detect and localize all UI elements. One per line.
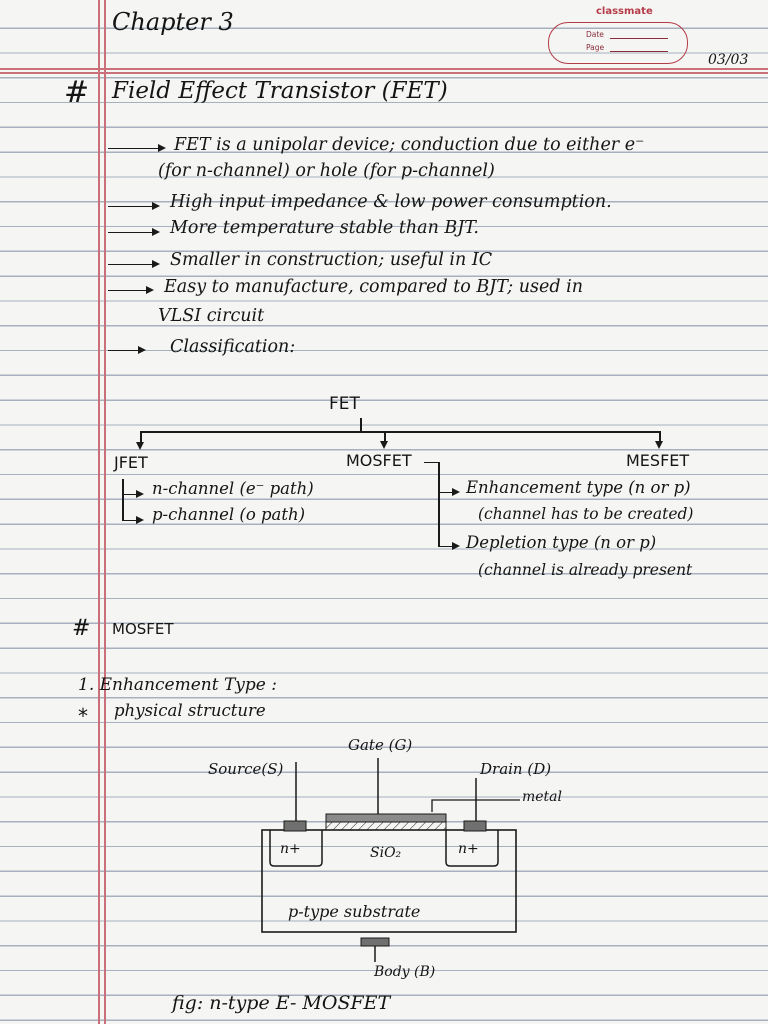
substrate-label: p-type substrate (288, 902, 421, 921)
section-hash: # (64, 75, 90, 110)
fet-point: High input impedance & low power consumption. (170, 192, 612, 212)
physical-structure-label: physical structure (114, 701, 266, 720)
fet-point: More temperature stable than BJT. (170, 218, 479, 238)
page-label: Page (586, 43, 605, 52)
metal-label: metal (522, 789, 563, 805)
tree-mosfet: MOSFET (346, 451, 412, 470)
figure-caption: fig: n-type E- MOSFET (172, 992, 391, 1014)
brand-name: classmate (596, 6, 653, 17)
mosfet-enhancement: Enhancement type (n or p) (466, 478, 691, 497)
oxide-label: SiO₂ (370, 845, 402, 861)
fet-point: Classification: (170, 337, 296, 357)
page-number: 03/03 (708, 52, 749, 68)
fet-point: VLSI circuit (158, 306, 265, 326)
tree-root-fet: FET (329, 394, 360, 414)
fet-point: (for n-channel) or hole (for p-channel) (158, 161, 495, 181)
drain-label: Drain (D) (480, 760, 552, 778)
mosfet-depletion: Depletion type (n or p) (466, 533, 657, 552)
fet-heading: Field Effect Transistor (FET) (112, 78, 448, 104)
tree-jfet: JFET (114, 453, 148, 472)
jfet-p-channel: p-channel (o path) (152, 505, 306, 524)
fet-point: FET is a unipolar device; conduction due to either e⁻ (174, 135, 645, 155)
n-plus-left: n+ (280, 841, 301, 857)
star-bullet: * (78, 704, 88, 728)
enhancement-type-item: 1. Enhancement Type : (78, 675, 277, 695)
n-plus-right: n+ (458, 841, 479, 857)
chapter-title: Chapter 3 (112, 8, 234, 36)
source-label: Source(S) (208, 760, 284, 778)
fet-point: Smaller in construction; useful in IC (170, 250, 493, 270)
mosfet-depletion-note: (channel is already present (478, 561, 693, 579)
date-label: Date (586, 30, 604, 39)
tree-mesfet: MESFET (626, 451, 690, 470)
jfet-n-channel: n-channel (e⁻ path) (152, 479, 314, 498)
mosfet-enhancement-note: (channel has to be created) (478, 505, 694, 523)
gate-label: Gate (G) (348, 736, 413, 754)
fet-point: Easy to manufacture, compared to BJT; used in (164, 277, 584, 297)
body-label: Body (B) (374, 964, 436, 980)
section-hash: # (72, 616, 91, 641)
mosfet-heading: MOSFET (112, 620, 174, 638)
